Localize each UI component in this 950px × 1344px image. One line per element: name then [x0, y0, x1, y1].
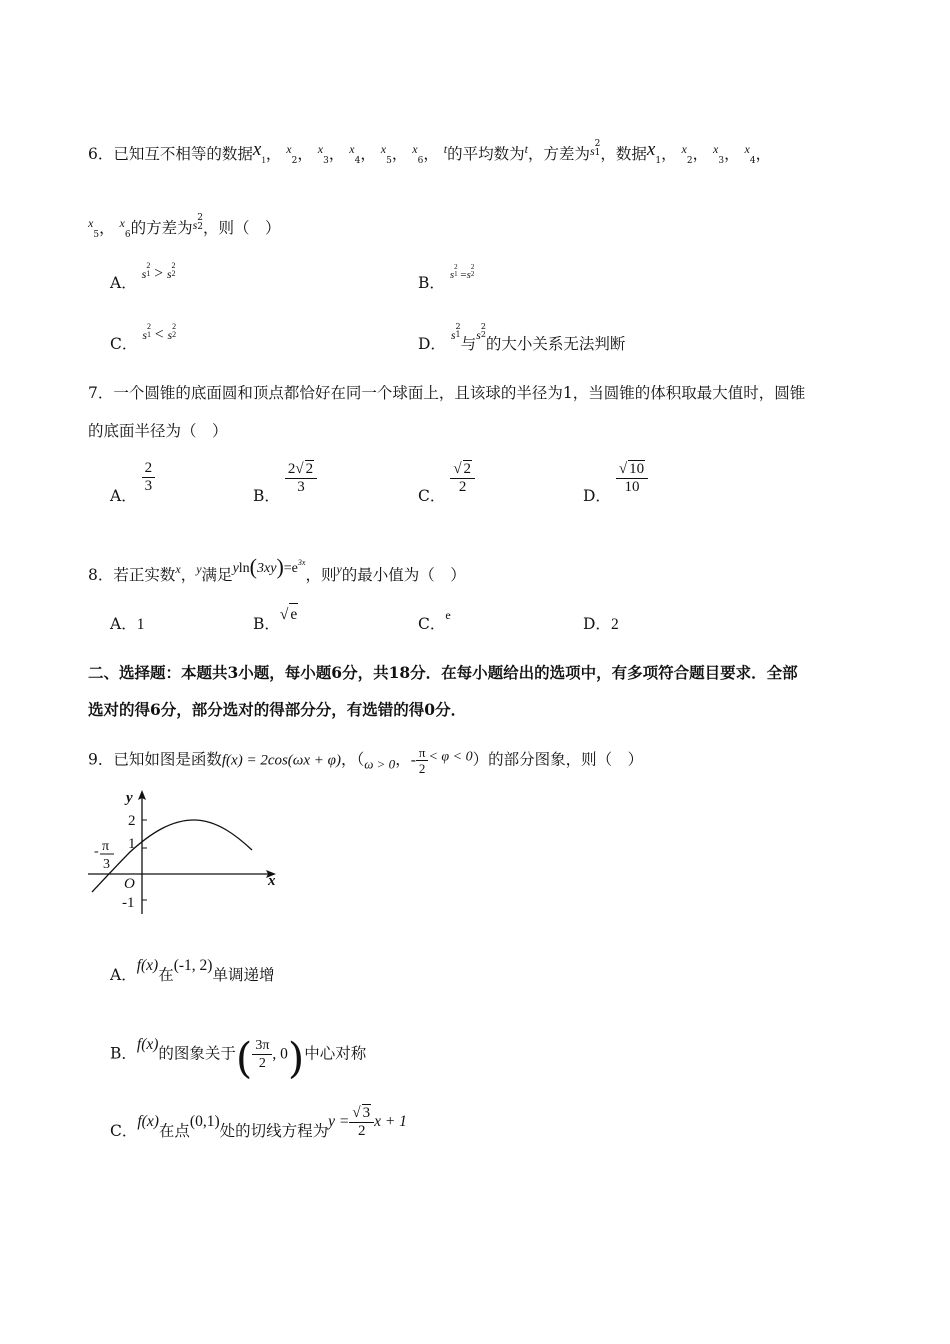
q7-option-c[interactable]: C． $\frac{√ 2}{2}$ [418, 460, 475, 496]
tick-label-neg1: -1 [122, 895, 135, 911]
q6-option-c[interactable]: C． s 2 1 < s 2 2 [110, 322, 177, 353]
neg-sign: - [94, 844, 99, 859]
neg-pi-num: π [102, 839, 110, 854]
q9-option-a[interactable]: A．f(x)在(-1, 2)单调递增 [110, 957, 275, 984]
q9-option-c[interactable]: C．f(x)在点(0,1)处的切线方程为y = $\frac{√ 3}{2}$ x + 1 [110, 1105, 407, 1140]
x-axis-label: x [268, 873, 276, 889]
tick-label-2: 2 [128, 813, 136, 829]
q9-option-b[interactable]: B．f(x)的图象关于( $\frac{3\pi}{2}$ , 0)中心对称 [110, 1033, 367, 1083]
cosine-curve [92, 820, 252, 892]
q6-option-a[interactable]: A． s 2 1 > s 2 2 [110, 261, 176, 292]
q7-stem-line2: 的底面半径为（ ） [88, 422, 228, 440]
q6-option-d[interactable]: D． $^s$ 2 1 与$^s$ 2 2 的大小关系无法判断 [418, 322, 626, 353]
section2-heading-line2: 选对的得6分，部分选对的得部分分，有选错的得0分． [88, 700, 467, 719]
q8-option-b[interactable]: B．√ e [253, 613, 298, 636]
tick-label-1: 1 [128, 836, 136, 852]
section2-heading-line1: 二、选择题：本题共3小题，每小题6分，共18分．在每小题给出的选项中，有多项符合题目要求．全部 [88, 663, 798, 682]
q7-option-a[interactable]: A． $\frac{2}{3}$ [110, 460, 155, 495]
origin-label: O [124, 876, 135, 892]
q8-stem: 8．若正实数$^x$，$^y$满足$yln(3xy)=e^{3x}$，则$^y$的最小值为（ ） [88, 554, 466, 584]
q7-stem-line1: 7．一个圆锥的底面圆和顶点都恰好在同一个球面上，且该球的半径为1，当圆锥的体积取最大值时，圆锥 [88, 384, 806, 402]
q8-option-d[interactable]: D．2 [583, 615, 619, 633]
neg-pi-den: 3 [103, 857, 110, 872]
q7-option-b[interactable]: B． $\frac{2√ 2}{3}$ [253, 460, 317, 496]
q6-stem-line1: 6．已知互不相等的数据$x_1$， $^x_2$， $^x_3$， $^x_4$， $^x_5$， $^x_6$， $^t$的平均数为$^t$，方差为$^s$ 2 1 ，数据$x_1$， $^x_2$， $^x_3$， $^x_4$， [88, 139, 772, 166]
q8-option-c[interactable]: C．$^e$ [418, 608, 451, 633]
q9-graph [82, 786, 292, 926]
q6-stem-line2: $^x_5$， $^x_6$的方差为$^s$ 2 2 ，则（ ） [88, 213, 281, 240]
q9-stem: 9．已知如图是函数f(x) = 2cos(ωx + φ)，（$_{\omega > 0}$，- $\frac{\pi}{2}$ < φ < 0）的部分图象，则（ ） [88, 745, 644, 776]
q6-option-b[interactable]: B． $^{s 2 1 =s 2 2}$ [418, 263, 475, 292]
q7-option-d[interactable]: D． $\frac{√ 10}{10}$ [583, 460, 648, 496]
y-axis-label: y [126, 790, 133, 806]
q8-option-a[interactable]: A．1 [110, 615, 145, 633]
